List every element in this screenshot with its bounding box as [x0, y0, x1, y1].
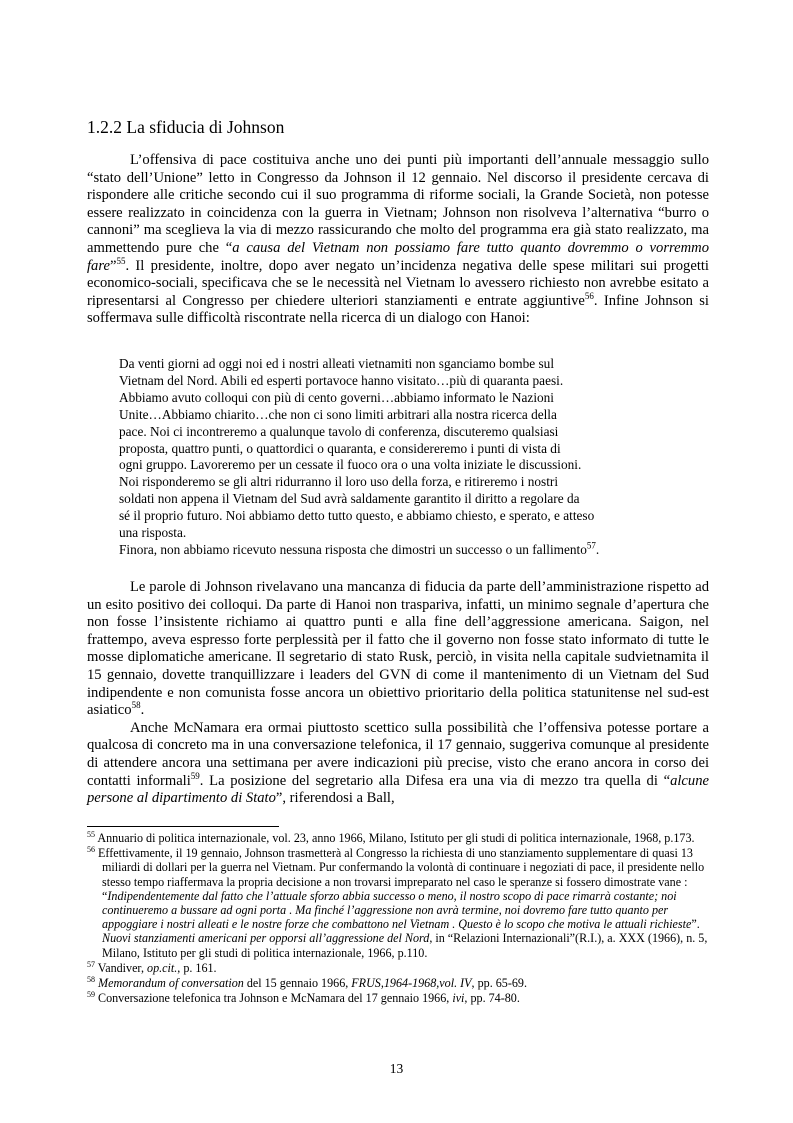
paragraph-2-end: .	[140, 702, 145, 719]
quote-last-line-text: Finora, non abbiamo ricevuto nessuna risposta che dimostri un successo o un fallimento	[119, 541, 587, 557]
footnote-text: Annuario di politica internazionale, vol. 23, anno 1966, Milano, Istituto per gli studi di politica internazionale, 1968, p.173.	[95, 831, 695, 845]
paragraph-1-text-a: L’offensiva di pace costituiva anche uno dei punti più importanti dell’annuale messaggio sullo “stato dell’Unione” letto in Congresso da Johnson il 12 gennaio. Nel discorso il presidente cercava di rispondere alle critiche secondo cui il suo programma di riforme sociali, la Grande Società, non potesse essere realizzato in coincidenza con la guerra in Vietnam; Johnson non risolveva l’alternativa “burro o cannoni” ma sceglieva la via di mezzo rassicurando che molto del programma era già stato realizzato, ma ammettendo pure che “	[87, 152, 709, 256]
footnote-ref-57[interactable]: 57	[586, 540, 596, 551]
footnote-italic: op.cit.	[147, 960, 178, 975]
paragraph-3-text-b: . La posizione del segretario alla Difesa era una via di mezzo tra quella di “	[199, 772, 671, 789]
footnote-number: 58	[87, 975, 95, 984]
footnote-59	[87, 991, 709, 1005]
paragraph-1-text-b: . Il presidente, inoltre, dopo aver negato un’incidenza negativa delle spese militari sui progetti economico-sociali, specificava che se le necessità nel Vietnam lo avessero richiesto non avrebbe esitato a ripresentarsi al Congresso per chiedere ulteriori stanziamenti e entrate aggiuntive	[87, 257, 709, 309]
quote-line: Abbiamo avuto colloqui con più di cento governi…abbiamo informato le Nazioni	[119, 389, 554, 405]
footnote-text: , pp. 65-69.	[471, 976, 527, 991]
footnote-italic: FRUS,1964-1968,vol. IV	[351, 976, 472, 991]
body-continuation	[87, 579, 709, 808]
paragraph-2	[87, 579, 709, 720]
footnote-italic: Nuovi stanziamenti americani per opporsi all’aggressione del Nord	[102, 931, 430, 946]
block-quote	[119, 356, 679, 559]
footnote-number: 59	[87, 990, 95, 1000]
quote-line: ogni gruppo. Lavoreremo per un cessate il fuoco ora o una volta iniziate le discussioni.	[119, 457, 582, 473]
footnote-56	[87, 846, 709, 960]
quote-line: soldati non appena il Vietnam del Sud avrà saldamente garantito il diritto a regolare da	[119, 491, 580, 507]
quote-line: proposta, quattro punti, o quattordici o quaranta, e considereremo i punti di vista di	[119, 440, 561, 456]
quote-line: Da venti giorni ad oggi noi ed i nostri alleati vietnamiti non sganciamo bombe sul	[119, 356, 555, 371]
footnote-text: , p. 161.	[177, 960, 217, 975]
footnote-ref-59[interactable]: 59	[190, 770, 200, 781]
footnote-text: Vandiver,	[95, 960, 148, 975]
footnote-57	[87, 961, 709, 975]
footnote-ref-55[interactable]: 55	[116, 255, 126, 266]
quote-line: sé il proprio futuro. Noi abbiamo detto tutto questo, e abbiamo chiesto, e sperato, e atteso	[119, 508, 595, 524]
footnote-58	[87, 976, 709, 990]
footnote-text: Effettivamente, il 19 gennaio, Johnson trasmetterà al Congresso la richiesta di uno stanziamento supplementare di quasi 13 miliardi di dollari per la guerra nel Vietnam. Pur confermando la volontà di continuare i negoziati di pace, il presidente nello stesso tempo riaffermava la propria decisione a non trovarsi impreparato nel caso le speranze si fossero dimostrate vane : “	[95, 846, 705, 903]
paragraph-1-quote-close: ”	[109, 257, 117, 274]
footnote-text: Conversazione telefonica tra Johnson e McNamara del 17 gennaio 1966,	[95, 991, 453, 1006]
quote-line: Unite…Abbiamo chiarito…che non ci sono limiti arbitrari alla nostra ricerca della	[119, 406, 557, 422]
footnote-ref-58[interactable]: 58	[131, 700, 141, 711]
footnote-separator	[87, 826, 279, 827]
paragraph-1-text-c: . Infine Johnson si soffermava sulle difficoltà riscontrate nella ricerca di un dialogo con Hanoi:	[87, 292, 709, 327]
quote-line: Vietnam del Nord. Abili ed esperti portavoce hanno visitato…più di quaranta paesi.	[119, 372, 564, 388]
footnote-number: 57	[87, 959, 95, 969]
quote-last-line	[119, 542, 679, 559]
paragraph-3-text-c: ”, riferendosi a Ball,	[275, 790, 395, 807]
footnote-text: , in “Relazioni Internazionali”(R.I.), a. XXX (1966), n. 5, Milano, Istituto per gli studi di politica internazionale, 1966, p.110.	[102, 931, 708, 960]
footnote-italic: Indipendentemente dal fatto che l’attuale sforzo abbia successo o meno, il nostro scopo di pace rimarrà costante; noi continueremo a bussare ad ogni porta . Ma finché l’aggressione non avrà termine, noi dovremo fare tutto quanto per appoggiare i nostri alleati e le nostre forze che combattono nel Vietnam . Questo è lo scopo che motiva le attuali richieste	[102, 888, 692, 932]
page-number: 13	[389, 1061, 404, 1076]
paragraph-3-text-a: Anche McNamara era ormai piuttosto scettico sulla possibilità che l’offensiva potesse portare a qualcosa di concreto ma in una conversazione telefonica, il 17 gennaio, suggeriva comunque al presidente di attendere ancora una settimana per avere indicazioni più precise, visto che erano ancora in corso dei contatti informali	[87, 719, 709, 789]
quote-line: pace. Noi ci incontreremo a qualunque tavolo di conferenza, discuteremo qualsiasi	[119, 423, 559, 439]
footnote-number: 56	[87, 845, 95, 855]
paragraph-2-text: Le parole di Johnson rivelavano una mancanza di fiducia da parte dell’amministrazione rispetto ad un esito positivo dei colloqui. Da parte di Hanoi non traspariva, infatti, un minimo segnale d’apertura che non fosse l’insistente richiamo ai quattro punti e alla fine dell’aggressione americana. Saigon, nel frattempo, aveva espresso forte perplessità per il fatto che il governo non fosse stato informato di tutte le mosse diplomatiche americane. Il segretario di stato Rusk, perciò, in visita nella capitale sudvietnamita il 15 gennaio, dovette tranquillizzare i leaders del GVN di come il mantenimento di un Vietnam del Sud indipendente e non comunista fosse ancora un obiettivo prioritario della politica statunitense nel sud-est asiatico	[87, 579, 709, 719]
footnote-number: 55	[87, 829, 95, 839]
paragraph-3-italic: alcune persone al dipartimento di Stato	[87, 772, 709, 807]
paragraph-1-quote-italic: a causa del Vietnam non possiamo fare tutto quanto dovremmo o vorremmo fare	[87, 239, 709, 274]
footnote-55	[87, 831, 709, 845]
footnote-text: , pp. 74-80.	[464, 991, 520, 1006]
footnote-text: del 15 gennaio 1966,	[243, 976, 352, 991]
quote-line: Noi risponderemo se gli altri ridurranno il loro uso della forza, e ritireremo i nostri	[119, 474, 559, 490]
footnotes	[87, 831, 709, 1006]
paragraph-3	[87, 720, 709, 808]
paragraph-1	[87, 152, 709, 328]
footnote-italic: Memorandum of conversation	[98, 976, 244, 991]
quote-line: una risposta.	[119, 525, 187, 541]
footnote-italic: ivi	[452, 991, 465, 1006]
section-heading: 1.2.2 La sfiducia di Johnson	[87, 117, 285, 137]
quote-last-line-end: .	[595, 541, 600, 557]
footnote-text: ”.	[691, 917, 700, 932]
footnote-ref-56[interactable]: 56	[584, 290, 594, 301]
